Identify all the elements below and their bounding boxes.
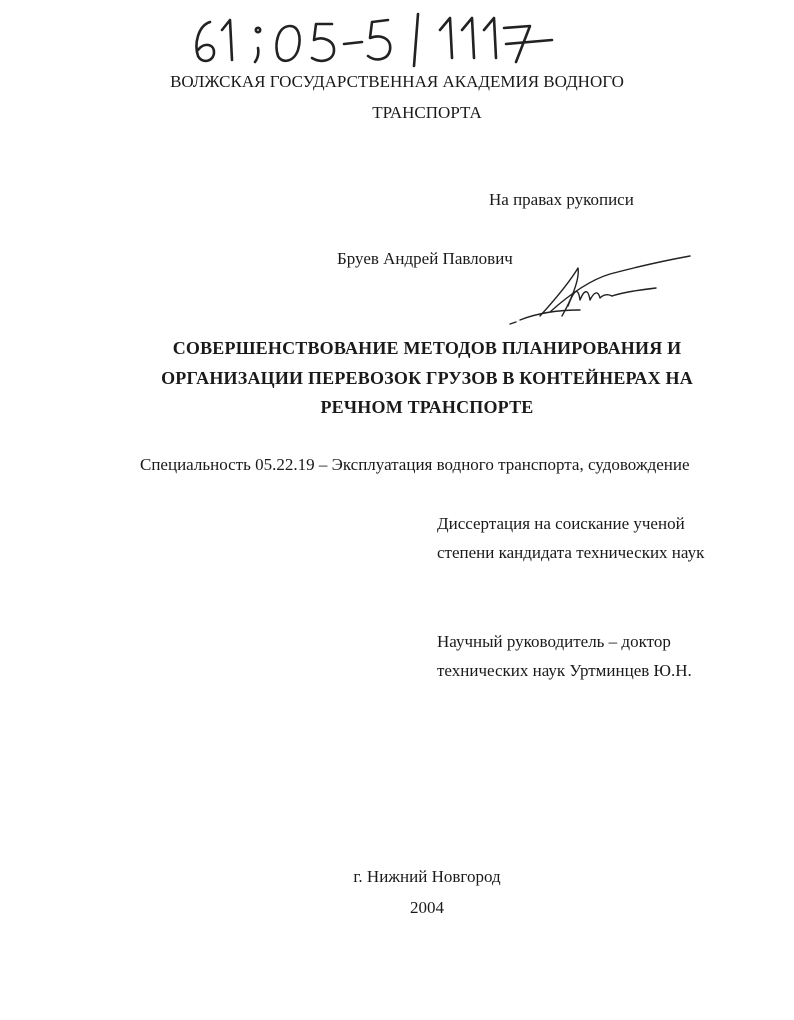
- specialty-line: Специальность 05.22.19 – Эксплуатация водного транспорта, судовождение: [140, 455, 690, 474]
- institution-line-2: ТРАНСПОРТА: [372, 103, 482, 122]
- supervisor-line-2: технических наук Уртминцев Ю.Н.: [437, 661, 692, 680]
- dissertation-purpose-line-2: степени кандидата технических наук: [437, 543, 705, 562]
- institution-line-1: ВОЛЖСКАЯ ГОСУДАРСТВЕННАЯ АКАДЕМИЯ ВОДНОГО: [170, 72, 624, 91]
- author-signature: [500, 250, 700, 330]
- handwritten-archive-code: [0, 0, 794, 80]
- dissertation-title-line-2: ОРГАНИЗАЦИИ ПЕРЕВОЗОК ГРУЗОВ В КОНТЕЙНЕРАХ НА: [161, 368, 693, 388]
- rights-note: На правах рукописи: [489, 190, 634, 209]
- year: 2004: [410, 898, 444, 917]
- dissertation-title-line-1: СОВЕРШЕНСТВОВАНИЕ МЕТОДОВ ПЛАНИРОВАНИЯ И: [172, 338, 682, 358]
- dissertation-title-line-3: РЕЧНОМ ТРАНСПОРТЕ: [320, 397, 534, 417]
- supervisor-line-1: Научный руководитель – доктор: [437, 632, 671, 651]
- city: г. Нижний Новгород: [353, 867, 501, 886]
- author-name: Бруев Андрей Павлович: [337, 249, 513, 268]
- dissertation-purpose-line-1: Диссертация на соискание ученой: [437, 514, 685, 533]
